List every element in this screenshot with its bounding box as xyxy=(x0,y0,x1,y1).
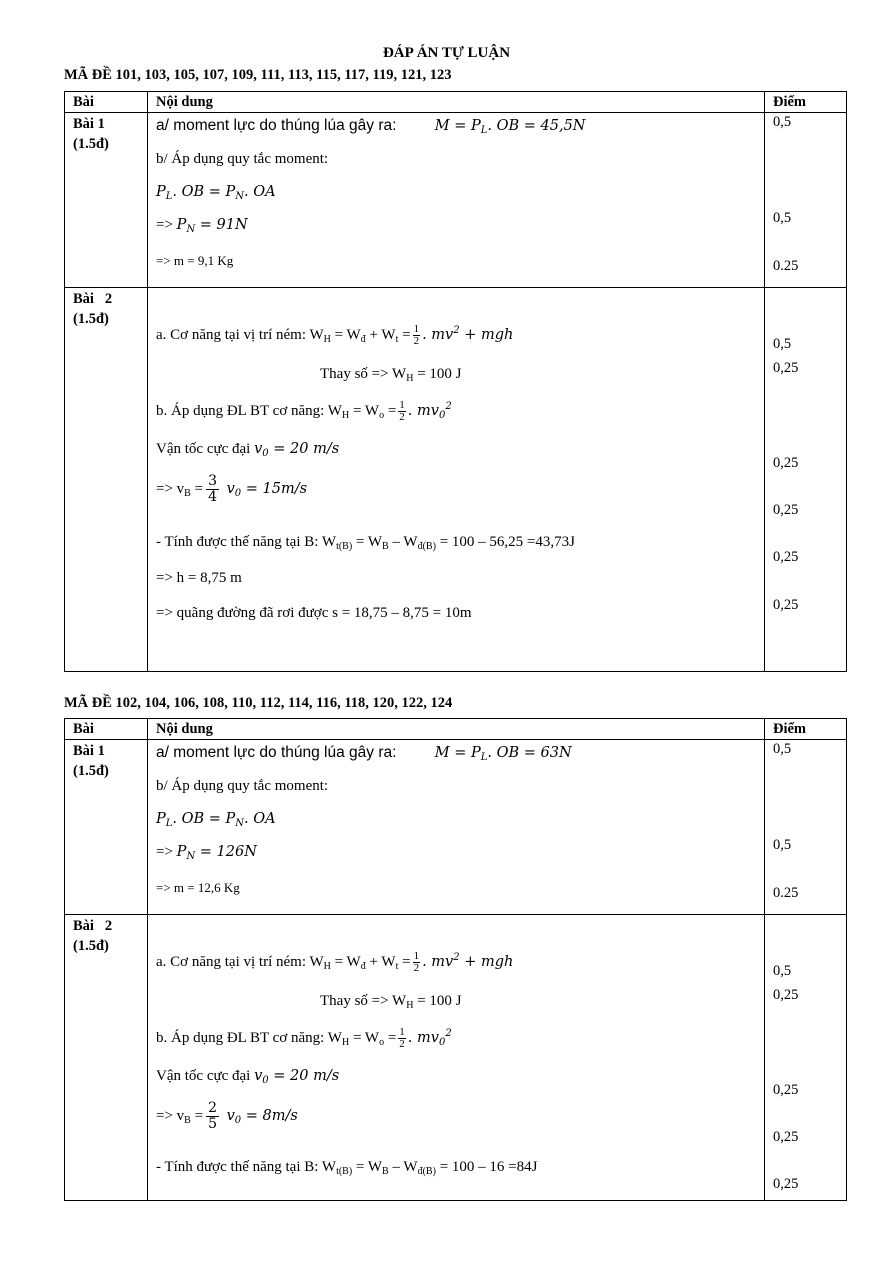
header-bai: Bài xyxy=(65,92,148,113)
table-row xyxy=(65,915,847,1201)
content-line: b. Áp dụng ĐL BT cơ năng: $W_H = W_o$ = $\frac{1}{2}$ . $mv_0^2$ xyxy=(156,1026,452,1050)
table-header xyxy=(65,719,847,740)
answer-table-2 xyxy=(64,718,847,1201)
header-noi-dung: Nội dung xyxy=(148,719,765,740)
document-title: ĐÁP ÁN TỰ LUẬN xyxy=(382,45,511,61)
content-line: b/ Áp dụng quy tắc moment: xyxy=(156,151,329,167)
content-line: - Tính được thế năng tại B: $W_{t(B)} = W_B - W_{đ(B)} = 100 - 56,25 =43,73J$ xyxy=(156,534,575,552)
content-line: Thay số => $W_H = 100$ J xyxy=(320,993,462,1011)
content-cell xyxy=(148,915,765,1201)
content-line: Thay số => $W_H = 100$ J xyxy=(320,366,462,384)
content-line: => $v_B$ = $\frac{2}{5}$ $v_0 = 8m/s$ xyxy=(156,1100,298,1132)
header-bai: Bài xyxy=(65,719,148,740)
point-value: 0,25 xyxy=(773,549,799,565)
point-value: 0,25 xyxy=(773,1082,799,1098)
content-line: => h = 8,75 m xyxy=(156,570,242,586)
point-value: 0,25 xyxy=(773,987,799,1003)
point-value: 0,5 xyxy=(773,114,792,130)
content-line: => m = 9,1 Kg xyxy=(156,253,234,268)
point-value: 0.25 xyxy=(773,885,799,901)
exam-codes-1: MÃ ĐỀ 101, 103, 105, 107, 109, 111, 113, 115, 117, 119, 121, 123 xyxy=(64,67,452,83)
bai-label-cell xyxy=(65,288,148,672)
table-row xyxy=(65,288,847,672)
content-line: => $v_B$ = $\frac{3}{4}$ $v_0 = 15m/s$ xyxy=(156,473,308,505)
bai-label: Bài 1 xyxy=(73,116,105,132)
point-value: 0,25 xyxy=(773,597,799,613)
content-line: a. Cơ năng tại vị trí ném: $W_H = W_đ + W_t$ = $\frac{1}{2}$ . $mv^2$ + mgh xyxy=(156,323,514,347)
content-line: => m = 12,6 Kg xyxy=(156,880,240,895)
content-line: => $P_N = 91N$ xyxy=(156,217,248,235)
header-diem: Điểm xyxy=(765,92,847,113)
bai-label-cell xyxy=(65,915,148,1201)
point-value: 0,25 xyxy=(773,1129,799,1145)
content-line: a/ moment lực do thúng lúa gây ra: $M = P_L$. OB = 63N xyxy=(156,744,572,763)
points-cell xyxy=(765,288,847,672)
answer-table-1 xyxy=(64,91,847,672)
bai-label-cell xyxy=(65,740,148,915)
header-diem: Điểm xyxy=(765,719,847,740)
table-row xyxy=(65,740,847,915)
point-value: 0,5 xyxy=(773,741,792,757)
point-value: 0,25 xyxy=(773,455,799,471)
bai-weight: (1.5đ) xyxy=(73,136,109,152)
bai-weight: (1.5đ) xyxy=(73,938,109,954)
points-cell xyxy=(765,740,847,915)
content-line: - Tính được thế năng tại B: $W_{t(B)} = W_B - W_{đ(B)} = 100 - 16 =84J$ xyxy=(156,1159,538,1177)
points-cell xyxy=(765,915,847,1201)
point-value: 0.25 xyxy=(773,258,799,274)
point-value: 0,5 xyxy=(773,210,792,226)
bai-label: Bài 1 xyxy=(73,743,105,759)
content-cell xyxy=(148,288,765,672)
point-value: 0,25 xyxy=(773,502,799,518)
content-line: a/ moment lực do thúng lúa gây ra: $M = P_L$. OB = 45,5N xyxy=(156,117,586,136)
content-cell xyxy=(148,113,765,288)
point-value: 0,5 xyxy=(773,963,792,979)
point-value: 0,5 xyxy=(773,837,792,853)
point-value: 0,25 xyxy=(773,1176,799,1192)
exam-codes-2: MÃ ĐỀ 102, 104, 106, 108, 110, 112, 114, 116, 118, 120, 122, 124 xyxy=(64,695,453,711)
content-line: Vận tốc cực đại $v_0 = 20$ m/s xyxy=(156,1068,340,1086)
content-line: b/ Áp dụng quy tắc moment: xyxy=(156,778,329,794)
point-value: 0,5 xyxy=(773,336,792,352)
bai-label: Bài 2 xyxy=(73,291,113,307)
content-cell xyxy=(148,740,765,915)
content-line: $P_L$. OB = $P_N$. OA xyxy=(156,184,276,202)
content-line: Vận tốc cực đại $v_0 = 20$ m/s xyxy=(156,441,340,459)
bai-weight: (1.5đ) xyxy=(73,763,109,779)
bai-label-cell xyxy=(65,113,148,288)
header-noi-dung: Nội dung xyxy=(148,92,765,113)
table-row xyxy=(65,113,847,288)
bai-label: Bài 2 xyxy=(73,918,113,934)
content-line: a. Cơ năng tại vị trí ném: $W_H = W_đ + W_t$ = $\frac{1}{2}$ . $mv^2$ + mgh xyxy=(156,950,514,974)
point-value: 0,25 xyxy=(773,360,799,376)
content-line: b. Áp dụng ĐL BT cơ năng: $W_H = W_o$ = $\frac{1}{2}$ . $mv_0^2$ xyxy=(156,399,452,423)
content-line: => $P_N = 126N$ xyxy=(156,844,257,862)
bai-weight: (1.5đ) xyxy=(73,311,109,327)
content-line: $P_L$. OB = $P_N$. OA xyxy=(156,811,276,829)
content-line: => quãng đường đã rơi được s = 18,75 – 8,75 = 10m xyxy=(156,605,472,621)
points-cell xyxy=(765,113,847,288)
table-header xyxy=(65,92,847,113)
